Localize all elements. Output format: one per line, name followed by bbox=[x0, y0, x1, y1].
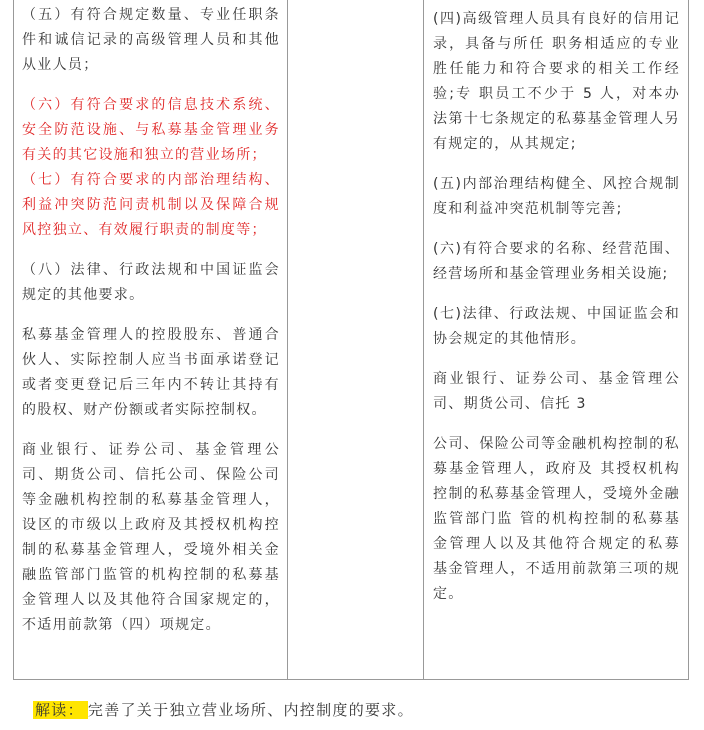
interpretation-note bbox=[33, 699, 414, 721]
right-paragraph-5: (五)内部治理结构健全、风控合规制度和利益冲突范机制等完善; bbox=[433, 176, 680, 217]
left-paragraph-6-highlighted: （六）有符合要求的信息技术系统、安全防范设施、与私募基金管理业务有关的其它设施和独立的营业场所； bbox=[22, 97, 280, 163]
left-paragraph-commitment: 私募基金管理人的控股股东、普通合伙人、实际控制人应当书面承诺登记或者变更登记后三年内不转让其持有的股权、财产份额或者实际控制权。 bbox=[22, 327, 280, 418]
left-column bbox=[14, 0, 288, 679]
right-paragraph-4: (四)高级管理人员具有良好的信用记录，具备与所任 职务相适应的专业胜任能力和符合要求的相关工作经验;专 职员工不少于 5 人，对本办法第十七条规定的私募基金管理人另有规定的，从其规定; bbox=[433, 11, 680, 152]
right-paragraph-6: (六)有符合要求的名称、经营范围、经营场所和基金管理业务相关设施; bbox=[433, 241, 680, 282]
right-paragraph-exemption-start: 商业银行、证券公司、基金管理公司、期货公司、信托 3 bbox=[433, 371, 680, 412]
right-paragraph-7: (七)法律、行政法规、中国证监会和协会规定的其他情形。 bbox=[433, 306, 680, 347]
right-paragraph-exemption-cont: 公司、保险公司等金融机构控制的私募基金管理人，政府及 其授权机构控制的私募基金管理人，受境外金融监管部门监 管的机构控制的私募基金管理人以及其他符合规定的私募 基金管理人，不适用前款第三项的规定。 bbox=[433, 436, 680, 602]
left-paragraph-7-highlighted: （七）有符合要求的内部治理结构、利益冲突防范问责机制以及保障合规风控独立、有效履行职责的制度等； bbox=[22, 172, 280, 238]
comparison-table bbox=[13, 0, 689, 680]
interpretation-text: 完善了关于独立营业场所、内控制度的要求。 bbox=[87, 701, 414, 719]
middle-column bbox=[287, 0, 424, 679]
left-paragraph-8: （八）法律、行政法规和中国证监会规定的其他要求。 bbox=[22, 262, 280, 303]
right-column bbox=[423, 0, 689, 679]
left-paragraph-exemption: 商业银行、证券公司、基金管理公司、期货公司、信托公司、保险公司等金融机构控制的私募基金管理人，设区的市级以上政府及其授权机构控制的私募基金管理人，受境外相关金融监管部门监管的机构控制的私募基金管理人以及其他符合国家规定的，不适用前款第（四）项规定。 bbox=[22, 442, 280, 633]
interpretation-label: 解读： bbox=[33, 701, 88, 719]
left-paragraph-5: （五）有符合规定数量、专业任职条件和诚信记录的高级管理人员和其他从业人员； bbox=[22, 7, 280, 73]
